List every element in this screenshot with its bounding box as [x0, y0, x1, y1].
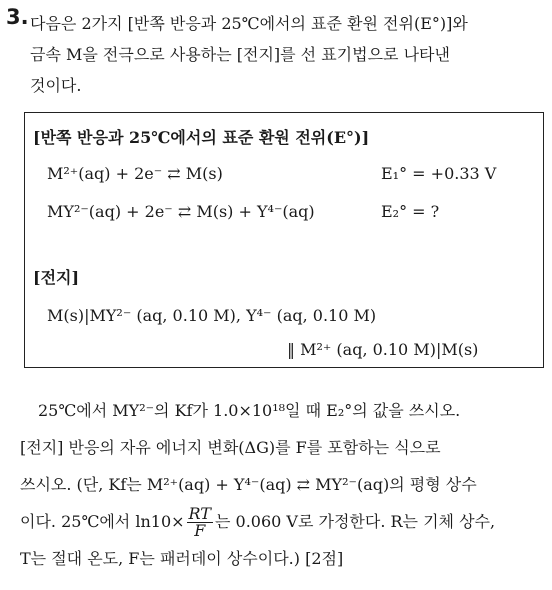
- half-reaction-header: [반쪽 반응과 25℃에서의 표준 환원 전위(E°)]: [33, 128, 370, 147]
- fraction-denominator: F: [194, 521, 206, 540]
- question-body: [20, 392, 544, 577]
- cell-notation-line-2: ‖ M²⁺ (aq, 0.10 M)|M(s): [287, 340, 479, 359]
- stem-line-1: 다음은 2가지 [반쪽 반응과 25℃에서의 표준 환원 전위(E°)]와: [30, 14, 468, 33]
- question-stem: [30, 8, 542, 101]
- body-line-4-post: 는 0.060 V로 가정한다. R는 기체 상수,: [214, 512, 496, 531]
- body-line-4: [20, 503, 544, 540]
- rt-over-f-fraction: [187, 506, 213, 539]
- stem-line-3: 것이다.: [30, 76, 82, 95]
- fraction-numerator: RT: [188, 504, 211, 523]
- body-line-5: T는 절대 온도, F는 패러데이 상수이다.) [2점]: [20, 549, 344, 568]
- body-line-4-pre: 이다. 25℃에서 ln10×: [20, 512, 185, 531]
- body-line-3: 쓰시오. (단, Kf는 M²⁺(aq) + Y⁴⁻(aq) ⇄ MY²⁻(aq)의 평형 상수: [20, 475, 477, 494]
- stem-line-2: 금속 M을 전극으로 사용하는 [전지]를 선 표기법으로 나타낸: [30, 45, 450, 64]
- body-line-1: 25℃에서 MY²⁻의 Kf가 1.0×10¹⁸일 때 E₂°의 값을 쓰시오.: [38, 401, 461, 420]
- standard-potential-2: E₂° = ?: [381, 202, 440, 221]
- standard-potential-1: E₁° = +0.33 V: [381, 164, 497, 183]
- half-reaction-1: M²⁺(aq) + 2e⁻ ⇄ M(s): [47, 164, 223, 183]
- data-box: [24, 112, 544, 368]
- half-reaction-2: MY²⁻(aq) + 2e⁻ ⇄ M(s) + Y⁴⁻(aq): [47, 202, 315, 221]
- body-line-2: [전지] 반응의 자유 에너지 변화(ΔG)를 F를 포함하는 식으로: [20, 438, 441, 457]
- question-number: 3.: [6, 5, 29, 29]
- cell-header: [전지]: [33, 268, 80, 287]
- cell-notation-line-1: M(s)|MY²⁻ (aq, 0.10 M), Y⁴⁻ (aq, 0.10 M): [47, 306, 377, 325]
